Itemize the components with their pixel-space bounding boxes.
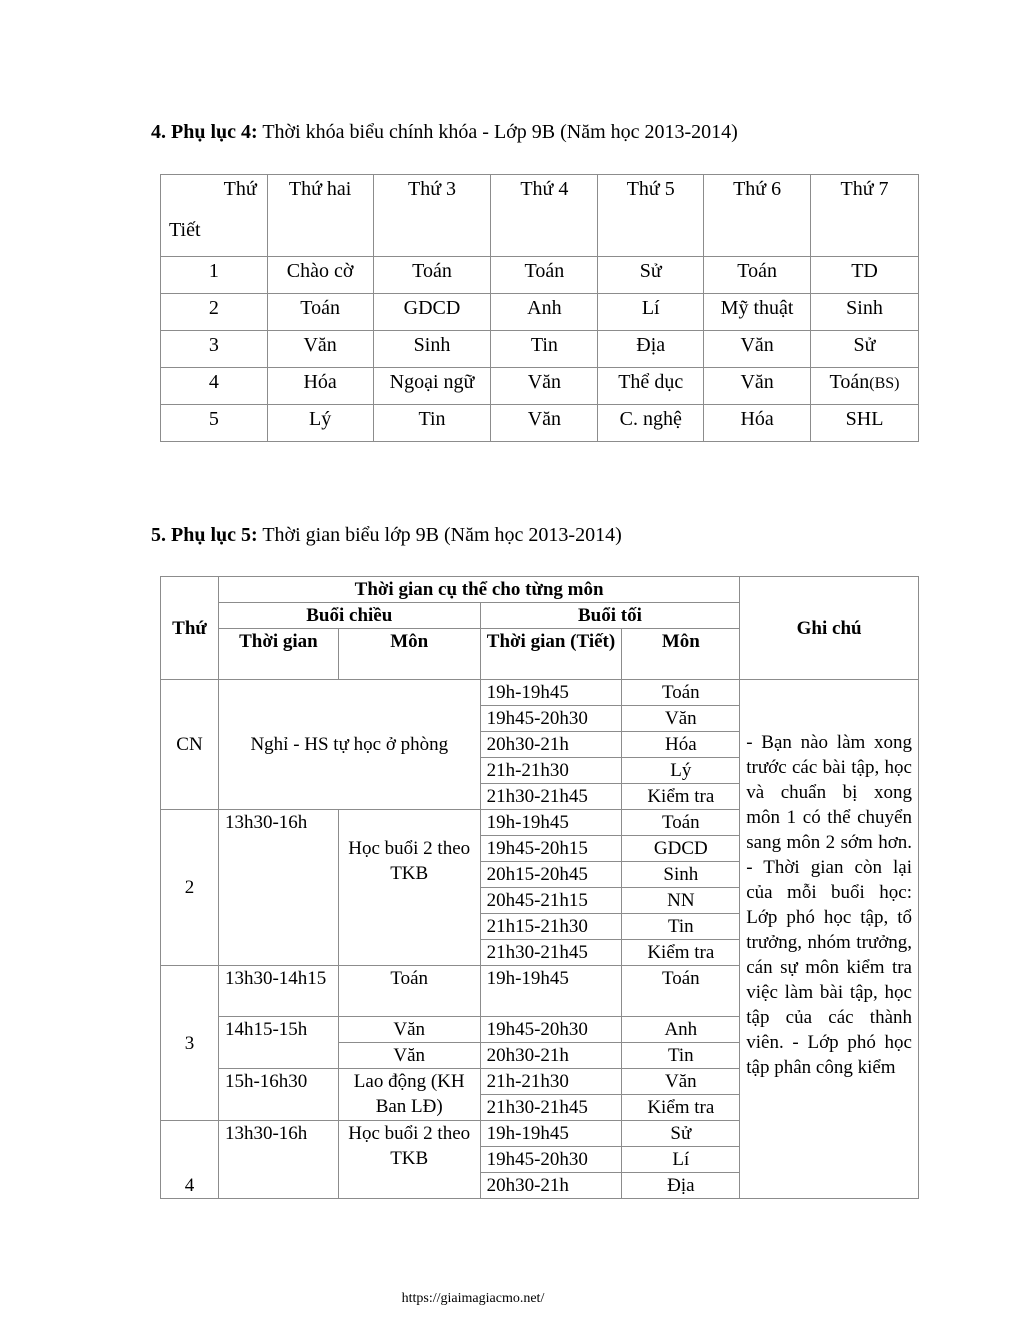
schedule-header-row [161, 577, 919, 603]
evening-time: 21h30-21h45 [480, 1095, 622, 1121]
afternoon-time: 13h30-16h [218, 810, 338, 966]
period-number: 3 [161, 331, 268, 368]
evening-time: 19h45-20h30 [480, 706, 622, 732]
evening-subject: Sử [622, 1121, 740, 1147]
table-row [161, 368, 919, 405]
table-row [161, 294, 919, 331]
evening-time: 19h-19h45 [480, 1121, 622, 1147]
evening-subject: Kiểm tra [622, 784, 740, 810]
subject-cell: Tin [373, 405, 491, 442]
evening-subject: Anh [622, 1017, 740, 1043]
appendix-4-heading [151, 121, 738, 144]
afternoon-cell: Nghỉ - HS tự học ở phòng [218, 680, 480, 810]
evening-time: 20h15-20h45 [480, 862, 622, 888]
subject-cell: Ngoại ngữ [373, 368, 491, 405]
afternoon-subject: Văn [338, 1043, 480, 1069]
corner-day-label: Thứ [223, 178, 257, 200]
time-period-header: Thời gian (Tiết) [480, 629, 622, 680]
evening-subject: Kiểm tra [622, 1095, 740, 1121]
subject-cell: Địa [598, 331, 704, 368]
period-number: 1 [161, 257, 268, 294]
afternoon-subject: Toán [338, 966, 480, 1017]
afternoon-subject: Học buổi 2 theo TKB [338, 810, 480, 966]
subject-cell: Văn [267, 331, 373, 368]
subject-cell: Anh [491, 294, 598, 331]
timetable-header-row [161, 175, 919, 257]
evening-time: 20h30-21h [480, 1173, 622, 1199]
appendix-5-heading [151, 524, 622, 547]
subject-cell: SHL [811, 405, 919, 442]
afternoon-time: 13h30-14h15 [218, 966, 338, 1017]
evening-subject: Sinh [622, 862, 740, 888]
note-header: Ghi chú [740, 577, 919, 680]
evening-time: 20h45-21h15 [480, 888, 622, 914]
time-header: Thời gian [218, 629, 338, 680]
evening-subject: Lí [622, 1147, 740, 1173]
evening-subject: Toán [622, 810, 740, 836]
subject-text: Toán [829, 371, 870, 393]
table-row [161, 680, 919, 706]
evening-time: 21h15-21h30 [480, 914, 622, 940]
subject-cell: C. nghệ [598, 405, 704, 442]
evening-subject: Văn [622, 1069, 740, 1095]
evening-subject: Tin [622, 914, 740, 940]
subject-cell: Chào cờ [267, 257, 373, 294]
period-number: 5 [161, 405, 268, 442]
subject-cell: Lí [598, 294, 704, 331]
evening-time: 19h45-20h30 [480, 1147, 622, 1173]
table-row [161, 257, 919, 294]
table-row [161, 405, 919, 442]
subject-cell: Sinh [373, 331, 491, 368]
evening-subject: Lý [622, 758, 740, 784]
afternoon-time: 14h15-15h [218, 1017, 338, 1069]
day-cell: 4 [161, 1121, 219, 1199]
evening-subject: GDCD [622, 836, 740, 862]
note-cell: - Bạn nào làm xong trước các bài tập, học và chuẩn bị xong môn 1 có thể chuyển sang môn 2 sớm hơn. - Thời gian còn lại của mỗi buổi học: Lớp phó học tập, tổ trưởng, nhóm trưởng, cán sự môn kiểm tra việc làm bài tập, học tập của các thành viên. - Lớp phó học tập phân công kiểm [740, 680, 919, 1199]
evening-subject: Hóa [622, 732, 740, 758]
subject-cell: Toán [267, 294, 373, 331]
evening-subject: Địa [622, 1173, 740, 1199]
bs-suffix: (BS) [869, 375, 900, 392]
day-header: Thứ 3 [373, 175, 491, 257]
subject-cell: Toán [373, 257, 491, 294]
day-header: Thứ 5 [598, 175, 704, 257]
subject-cell: Lý [267, 405, 373, 442]
afternoon-header: Buổi chiều [218, 603, 480, 629]
subject-cell [811, 368, 919, 405]
day-header: Thứ 7 [811, 175, 919, 257]
afternoon-time: 13h30-16h [218, 1121, 338, 1199]
day-header: Thứ 4 [491, 175, 598, 257]
timetable-table [160, 174, 919, 442]
subject-cell: Sinh [811, 294, 919, 331]
afternoon-subject: Lao động (KH Ban LĐ) [338, 1069, 480, 1121]
evening-subject: Văn [622, 706, 740, 732]
appendix-5-title: Thời gian biểu lớp 9B (Năm học 2013-2014) [262, 524, 622, 546]
subject-cell: Tin [491, 331, 598, 368]
evening-time: 20h30-21h [480, 1043, 622, 1069]
subject-cell: Mỹ thuật [704, 294, 811, 331]
evening-time: 21h30-21h45 [480, 940, 622, 966]
evening-header: Buổi tối [480, 603, 740, 629]
afternoon-time: 15h-16h30 [218, 1069, 338, 1121]
subject-cell: Toán [704, 257, 811, 294]
group-header: Thời gian cụ thể cho từng môn [218, 577, 739, 603]
subject-cell: Hóa [704, 405, 811, 442]
appendix-4-label: 4. Phụ lục 4: [151, 121, 258, 143]
schedule-table [160, 576, 919, 1199]
subject-cell: Sử [811, 331, 919, 368]
evening-time: 19h45-20h15 [480, 836, 622, 862]
subject-cell: Hóa [267, 368, 373, 405]
day-header: Thứ [161, 577, 219, 680]
evening-time: 21h-21h30 [480, 758, 622, 784]
subject-cell: Sử [598, 257, 704, 294]
table-row [161, 331, 919, 368]
evening-time: 21h30-21h45 [480, 784, 622, 810]
evening-time: 20h30-21h [480, 732, 622, 758]
evening-time: 19h-19h45 [480, 680, 622, 706]
afternoon-subject: Văn [338, 1017, 480, 1043]
subject-cell: Văn [704, 368, 811, 405]
evening-time: 19h45-20h30 [480, 1017, 622, 1043]
evening-subject: Toán [622, 966, 740, 1017]
evening-time: 19h-19h45 [480, 966, 622, 1017]
evening-subject: Tin [622, 1043, 740, 1069]
subject-cell: Thể dục [598, 368, 704, 405]
period-number: 2 [161, 294, 268, 331]
subject-cell: Văn [491, 368, 598, 405]
subject-cell: Văn [704, 331, 811, 368]
evening-time: 19h-19h45 [480, 810, 622, 836]
footer-url: https://giaimagiacmo.net/ [401, 1291, 545, 1306]
afternoon-subject: Học buổi 2 theo TKB [338, 1121, 480, 1199]
corner-period-label: Tiết [169, 219, 201, 241]
subject-header: Môn [338, 629, 480, 680]
evening-subject: Toán [622, 680, 740, 706]
day-header: Thứ 6 [704, 175, 811, 257]
period-number: 4 [161, 368, 268, 405]
day-cell: CN [161, 680, 219, 810]
evening-subject: Kiểm tra [622, 940, 740, 966]
subject-cell: Văn [491, 405, 598, 442]
day-cell: 2 [161, 810, 219, 966]
subject-header: Môn [622, 629, 740, 680]
appendix-5-label: 5. Phụ lục 5: [151, 524, 258, 546]
appendix-4-title: Thời khóa biểu chính khóa - Lớp 9B (Năm học 2013-2014) [262, 121, 738, 143]
subject-cell: TD [811, 257, 919, 294]
evening-subject: NN [622, 888, 740, 914]
evening-time: 21h-21h30 [480, 1069, 622, 1095]
day-cell: 3 [161, 966, 219, 1121]
subject-cell: GDCD [373, 294, 491, 331]
subject-cell: Toán [491, 257, 598, 294]
timetable-corner-cell [161, 175, 268, 257]
day-header: Thứ hai [267, 175, 373, 257]
